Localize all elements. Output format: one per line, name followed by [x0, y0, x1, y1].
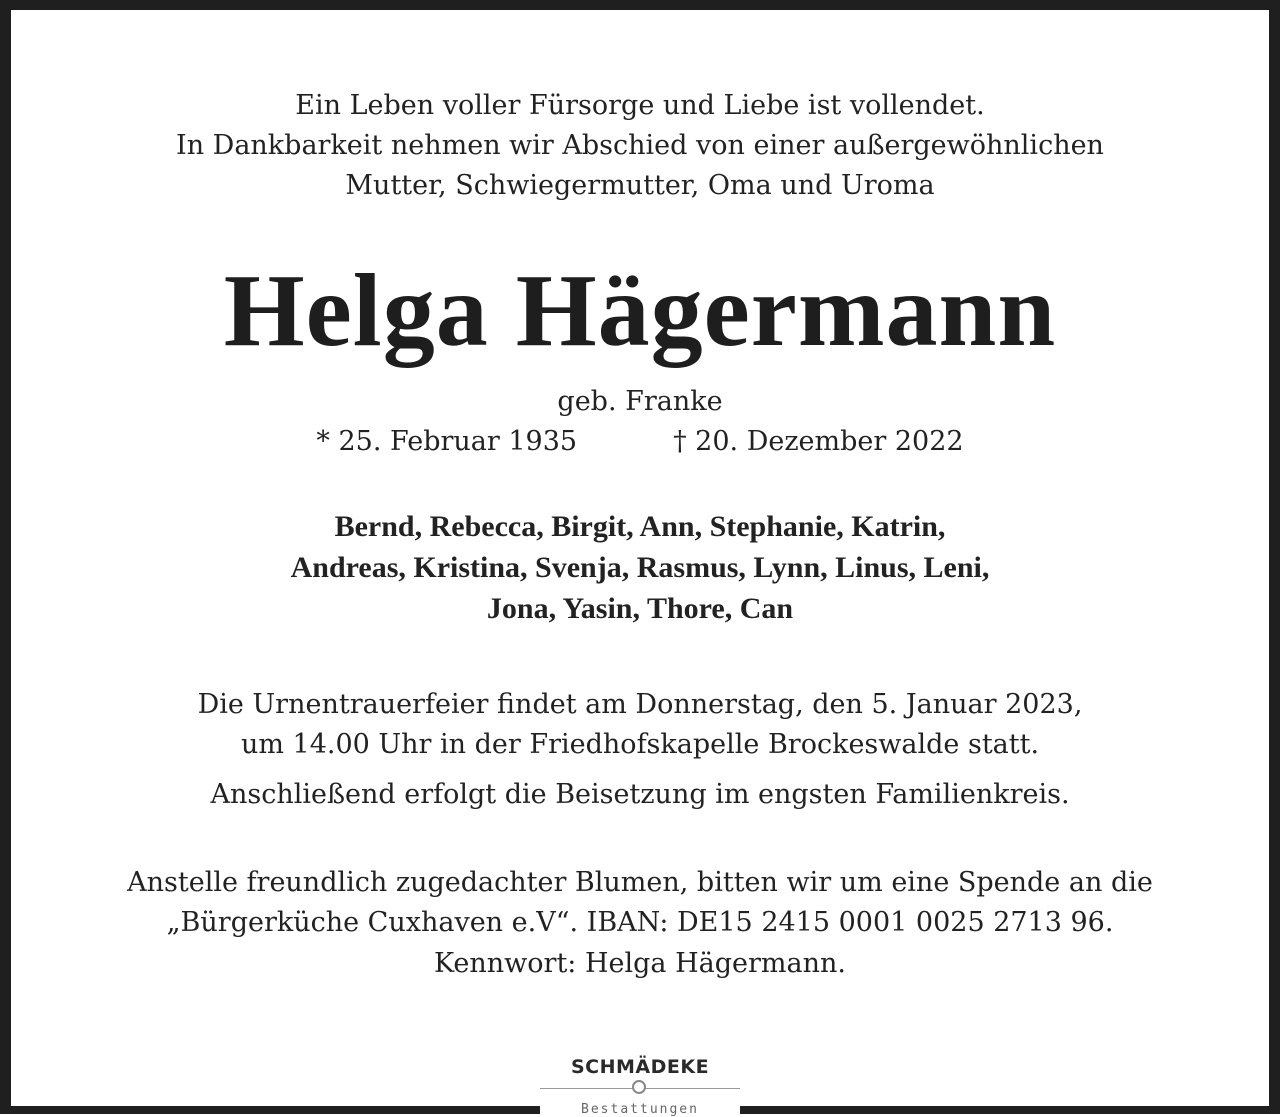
logo-divider [540, 1088, 740, 1089]
donation-line-2: „Bürgerküche Cuxhaven e.V“. IBAN: DE15 2415 0001 0025 2713 96. [166, 907, 1114, 938]
family-line-1: Bernd, Rebecca, Birgit, Ann, Stephanie, Katrin, [334, 510, 946, 543]
logo-subtitle: Bestattungen [581, 1102, 699, 1117]
donation-line-3: Kennwort: Helga Hägermann. [433, 948, 846, 979]
intro-line-1: Ein Leben voller Fürsorge und Liebe ist vollendet. [295, 90, 985, 121]
ceremony-line-2: um 14.00 Uhr in der Friedhofskapelle Brockeswalde statt. [240, 729, 1040, 760]
birth-date: * 25. Februar 1935 [316, 426, 578, 457]
logo-ring-icon [632, 1080, 646, 1094]
family-line-2: Andreas, Kristina, Svenja, Rasmus, Lynn, Linus, Leni, [290, 551, 990, 584]
life-dates [0, 422, 1280, 462]
logo-name: SCHMÄDEKE [570, 1056, 710, 1078]
birth-name: geb. Franke [557, 386, 723, 417]
ceremony-line-1: Die Urnentrauerfeier findet am Donnerstag, den 5. Januar 2023, [197, 689, 1083, 720]
deceased-name: Helga Hägermann [223, 253, 1057, 368]
intro-line-2: In Dankbarkeit nehmen wir Abschied von einer außergewöhnlichen [176, 130, 1104, 161]
family-line-3: Jona, Yasin, Thore, Can [486, 592, 794, 625]
intro-line-3: Mutter, Schwiegermutter, Oma und Uroma [345, 170, 935, 201]
ceremony-line-3: Anschließend erfolgt die Beisetzung im engsten Familienkreis. [210, 779, 1070, 810]
donation-line-1: Anstelle freundlich zugedachter Blumen, bitten wir um eine Spende an die [127, 867, 1153, 898]
funeral-home-logo [540, 1048, 740, 1117]
death-date: † 20. Dezember 2022 [673, 426, 964, 457]
